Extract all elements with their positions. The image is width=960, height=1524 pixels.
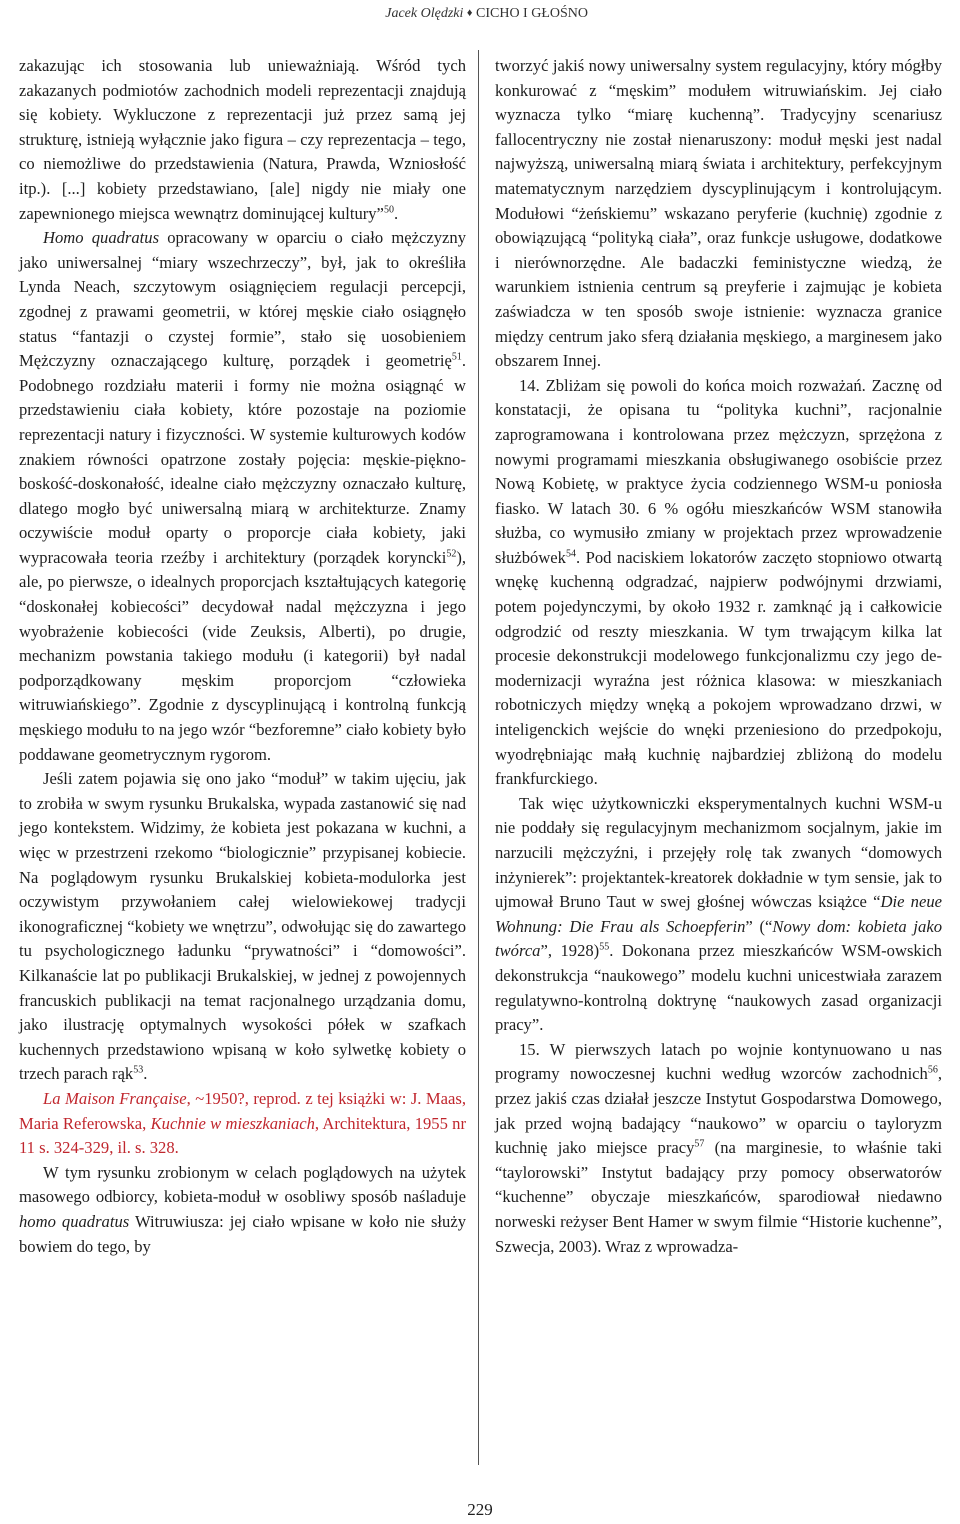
text-run: . (393, 203, 399, 223)
diamond-icon: ♦ (466, 7, 473, 19)
text-run-italic: Die neue Wohnung: Die Frau als Schoepferin (495, 892, 942, 936)
text-run: W tym rysunku zrobionym w celach poglądowych na użytek masowego odbiorcy, kobieta-moduł w osobliwy sposób naśladuje (19, 1162, 466, 1207)
caption-italic: Kuchnie w mieszkaniach (150, 1113, 315, 1133)
right-paragraph-3 (495, 792, 942, 1038)
left-paragraph-2 (19, 226, 466, 767)
running-head (385, 5, 588, 23)
footnote-ref-53: 53 (133, 1064, 144, 1076)
text-run: . Podobnego rozdziału materii i formy nie można osiągnąć w przedstawieniu ciała kobiety, które pozostaje na poziomie reprezentacji natury i fizyczności. W systemie kulturowych kodów znakiem równości opatrzone zostały pojęcia: męskie-piękno-boskość-doskonałość, idealne ciało mężczyzny oznaczało kulturę, dlatego mogło być uniwersalną miarą w architekturze. Znamy oczywiście moduł oparty o proporcje ciała kobiety, jaki wypracowała teoria rzeźby i architektury (porządek koryncki (19, 351, 466, 567)
text-run: . (143, 1064, 148, 1084)
text-run: ”, 1928) (540, 941, 600, 961)
caption-italic: La Maison Française (43, 1088, 187, 1108)
figure-caption (19, 1087, 466, 1161)
text-run: , przez jakiś czas działał jeszcze Instytut Gospodarstwa Domowego, jak przed wojną badający “naukowo” w oparciu o tayloryzm kuchnię jako miejsce pracy (495, 1064, 942, 1158)
text-run: ” (“ (745, 916, 773, 936)
left-paragraph-3 (19, 767, 466, 1087)
footnote-ref-51: 51 (451, 351, 462, 363)
footnote-ref-57: 57 (694, 1138, 705, 1150)
footnote-ref-50: 50 (383, 204, 394, 216)
running-head-title: CICHO I GŁOŚNO (476, 6, 588, 21)
left-column (19, 54, 466, 1474)
text-run: (na marginesie, to właśnie taki “taylorowski” Instytut badający przy pomocy obserwatorów “kuchenne” obyczaje mieszkańców, sparodiował niedawno norweski reżyser Bent Hamer w swym filmie “Historie kuchenne”, Szwecja, 2003). Wraz z wprowadza- (495, 1138, 943, 1256)
column-divider (478, 50, 479, 1465)
text-run: , Architektura, 1955 nr 11 s. 324-329, il. s. 328. (19, 1113, 466, 1158)
footnote-ref-52: 52 (446, 548, 457, 560)
text-run: Jeśli zatem pojawia się ono jako “moduł” w takim ujęciu, jak to zrobiła w swym rysunku Brukalska, wypada zastanowić się nad jego kontekstem. Widzimy, że kobieta jest pokazana w kuchni, a więc w przestrzeni rzekomo “biologicznie” przypisanej kobiecie. Na poglądowym rysunku Brukalskiej kobieta-modulorka jest oczywistym przywołaniem całej wielowiekowej tradycji ikonograficznej “kobiety we wnętrzu”, odwołując się do zawartego tu psychologicznego ładunku “prywatności” i “domowości”. Kilkanaście lat po publikacji Brukalskiej, w jednej z powojennych francuskich publikacji na temat racjonalnego urządzania domu, jako ilustrację optymalnych wysokości półek w szafkach kuchennych przedstawiono wpisaną w koło sylwetkę kobiety o trzech parach rąk (19, 769, 466, 1084)
page-number: 229 (467, 1500, 493, 1519)
text-run: ), ale, po pierwsze, o idealnych proporcjach kształtujących kategorię “doskonałej kobiecości” decydował nadal mężczyzna i jego wyobrażenie kobiecości (vide Zeuksis, Alberti), po drugie, mechanizm powstania takiego modułu (i kategorii) był nadal podporządkowany męskim proporcjom “człowieka witruwiańskiego”. Zgodnie z dyscyplinującą i kontrolną funkcją męskiego modułu to na jego wzór “bezforemne” ciało kobiety było poddawane geometrycznym rygorom. (19, 547, 466, 764)
text-run: Tak więc użytkowniczki eksperymentalnych kuchni WSM-u nie poddały się regulacyjnym mechanizmom socjalnym, jakie im narzucili mężczyźni, i przejęły rolę tak zwanych “domowych inżynierek”: projektantek-kreatorek dokładnie w tym sensie, jak to ujmował Bruno Taut w swej głośnej wówczas książce “ (495, 793, 942, 912)
right-paragraph-2 (495, 374, 942, 792)
text-run: 14. Zbliżam się powoli do końca moich rozważań. Zacznę od konstatacji, że opisana tu “polityka kuchni”, racjonalnie zaprogramowana i kontrolowana przez mężczyzn, sprzężona z nowymi programami mieszkania obsługiwanego osobiście przez Nową Kobietę, w praktyce życia codziennego WSM-u poniosła fiasko. W latach 30. 6 % ogółu mieszkańców WSM stanowiła służba, co wymusiło zmiany w projektach przez wprowadzenie służbówek (495, 375, 942, 567)
text-run: 15. W pierwszych latach po wojnie kontynuowano u nas programy nowoczesnej kuchni według wzorców zachodnich (495, 1039, 942, 1084)
text-run-italic: Nowy dom: kobieta jako twórca (495, 916, 943, 961)
text-run-italic: Homo quadratus (43, 228, 160, 248)
text-run-italic: homo quadratus (19, 1211, 130, 1231)
right-column (495, 54, 942, 1474)
text-run: opracowany w oparciu o ciało mężczyzny jako uniwersalnej “miary wszechrzeczy”, był, jak to określiła Lynda Neach, szczytowym osiągnięciem regulacji percepcji, zgodnej z prawami geometrii, w której męskie ciało osiągnęło status “fantazji o czystej formie”, stało się uosobieniem Mężczyzny oznaczającego kulturę, porządek i geometrię (19, 228, 466, 371)
footnote-ref-56: 56 (927, 1064, 938, 1076)
right-paragraph-4 (495, 1038, 942, 1259)
left-paragraph-4 (19, 1161, 466, 1259)
right-paragraph-1: tworzyć jakiś nowy uniwersalny system regulacyjny, który mógłby konkurować z “męskim” modułem witruwiańskim. Jej ciało wyznacza tylko “miarę kuchenną”. Tradycyjny scenariusz fallocentryczny nie został nienaruszony: moduł męski jest nadal najwyższą, uniwersalną miarą świata i architektury, perfekcyjnym matematycznym narzędziem dyscyplinującym i kontrolującym. Modułowi “żeńskiemu” wskazano peryferie (kuchnię) zgodnie z obowiązującą “polityką ciała”, oraz funkcje usługowe, dodatkowe i nierównorzędne. Ale badaczki feministyczne wiedzą, że warunkiem istnienia centrum są preyferie i zajmując je kobieta zaświadcza w ten sposób swoje istnienie: wyznacza granice między centrum jako sferą działania męskiego, a marginesem jako obszarem Innej. (495, 56, 942, 371)
left-paragraph-1 (19, 54, 466, 226)
text-run: , ~1950?, reprod. z tej książki w: J. Maas, Maria Referowska, (19, 1088, 467, 1133)
text-run: Witruwiusza: jej ciało wpisane w koło nie służy bowiem do tego, by (19, 1211, 466, 1256)
text-run: . Dokonana przez mieszkańców WSM-owskich dekonstrukcja “naukowego” modelu kuchni unicestwiała zarazem regulatywno-kontrolną doktrynę “naukowych zasad organizacji pracy”. (495, 941, 942, 1035)
footnote-ref-55: 55 (599, 941, 610, 953)
running-head-author: Jacek Olędzki (385, 6, 464, 21)
text-run: . Pod naciskiem lokatorów zaczęto stopniowo otwartą wnękę kuchenną odgradzać, najpierw podwójnymi drzwiami, potem pojedynczymi, by około 1932 r. zamknąć ją i całkowicie odgrodzić od reszty mieszkania. W tym trwającym kilka lat procesie dekonstrukcji modelowego funkcjonalizmu czy jego de-modernizacji wyraźna jest różnica klasowa: w mieszkaniach robotniczych między wnęką a pokojem wprowadzano drzwi, w inteligenckich wejście do wnęki przeniesiono do przedpokoju, wyodrębniając małą kuchnię najbardziej zbliżoną do modelu frankfurckiego. (495, 547, 942, 789)
footnote-ref-54: 54 (565, 548, 576, 560)
text-run: zakazując ich stosowania lub unieważniają. Wśród tych zakazanych podmiotów zachodnich modeli reprezentacji znajdują się kobiety. Wykluczone z reprezentacji już przez samą jej strukturę, istnieją wyłącznie jako figura – czy reprezentacja – tego, co niemożliwe do przedstawienia (Natura, Prawda, Wzniosłość itp.). [...] kobiety przedstawiano, [ale] nigdy nie miały one zapewnionego miejsca wewnątrz dominującej kultury” (19, 56, 466, 223)
